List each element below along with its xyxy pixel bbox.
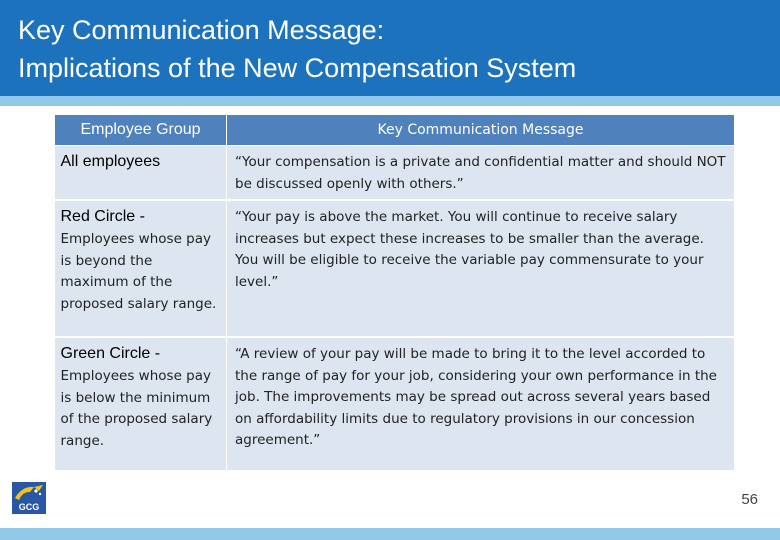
message-text: “A review of your pay will be made to bring it to the level accorded to the range of pay for your job, considering your own performance in the job. The improvements may be spread out across several years based on affordability limits due to regulatory provisions in our concession agreement.” — [235, 346, 717, 448]
logo-text: GCG — [18, 502, 40, 512]
group-label: Red Circle - — [60, 208, 145, 225]
group-description: Employees whose pay is beyond the maximum of the proposed salary range. — [60, 231, 217, 312]
table-row-all-employees — [55, 146, 735, 201]
slide-title-line-2: Implications of the New Compensation System — [18, 53, 577, 83]
title-band — [0, 0, 780, 96]
message-text: “Your pay is above the market. You will continue to receive salary increases but expect these increases to be smaller than the average. You will be eligible to receive the variable pay commensurate to your level.” — [235, 209, 704, 290]
footer-band — [0, 528, 780, 540]
message-cell — [227, 337, 735, 471]
group-label: All employees — [60, 153, 161, 170]
table-row-red-circle — [55, 200, 735, 337]
slide-title-line-1: Key Communication Message: — [18, 15, 385, 45]
message-text: “Your compensation is a private and confidential matter and should NOT be discussed openly with others.” — [235, 154, 726, 192]
header-key-message: Key Communication Message — [227, 115, 735, 146]
group-label: Green Circle - — [60, 345, 161, 362]
group-cell — [55, 337, 227, 471]
group-description: Employees whose pay is below the minimum of the proposed salary range. — [60, 368, 213, 449]
message-cell — [227, 200, 735, 337]
group-cell — [55, 200, 227, 337]
communication-table — [54, 114, 735, 472]
message-cell — [227, 146, 735, 201]
gcg-logo-icon — [12, 482, 46, 514]
header-employee-group: Employee Group — [55, 115, 227, 146]
table-header-row — [55, 115, 735, 146]
page-number: 56 — [741, 491, 758, 508]
table-row-green-circle — [55, 337, 735, 471]
title-accent-band — [0, 96, 780, 106]
group-cell — [55, 146, 227, 201]
